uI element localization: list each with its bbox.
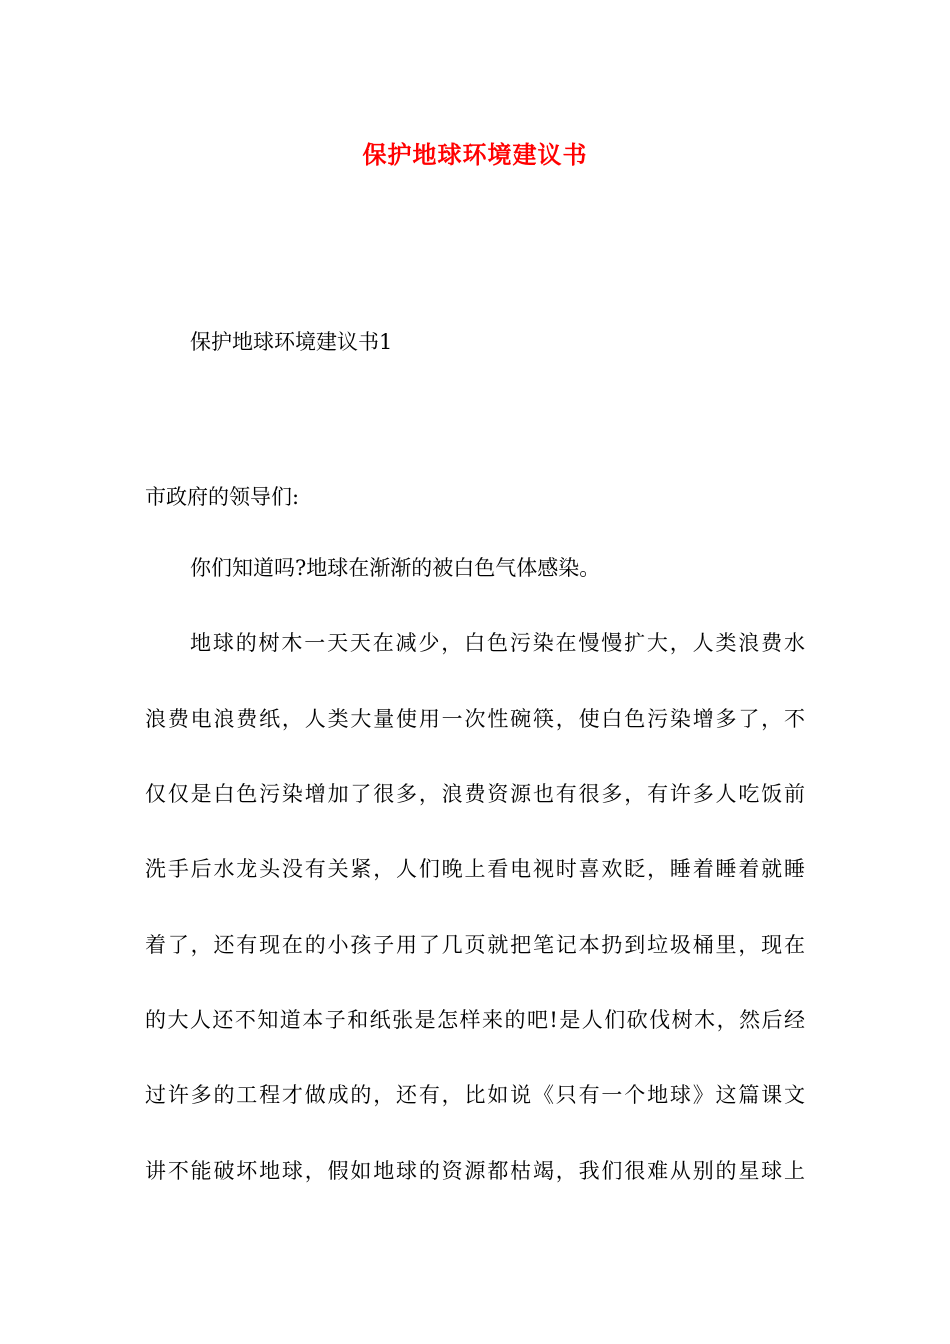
paragraph-line: 你们知道吗?地球在渐渐的被白色气体感染。	[190, 556, 601, 580]
paragraph-line: 过许多的工程才做成的，还有，比如说《只有一个地球》这篇课文	[145, 1083, 805, 1107]
paragraph-line: 地球的树木一天天在减少，白色污染在慢慢扩大，人类浪费水	[190, 631, 805, 655]
paragraph-line: 着了，还有现在的小孩子用了几页就把笔记本扔到垃圾桶里，现在	[145, 933, 805, 957]
document-title: 保护地球环境建议书	[362, 140, 588, 169]
paragraph-line: 仅仅是白色污染增加了很多，浪费资源也有很多，有许多人吃饭前	[145, 782, 805, 806]
section-heading: 保护地球环境建议书1	[190, 330, 393, 354]
paragraph-line: 的大人还不知道本子和纸张是怎样来的吧!是人们砍伐树木，然后经	[145, 1008, 805, 1032]
paragraph-line: 洗手后水龙头没有关紧，人们晚上看电视时喜欢眨，睡着睡着就睡	[145, 857, 805, 881]
salutation: 市政府的领导们:	[145, 485, 300, 509]
paragraph-line: 讲不能破坏地球，假如地球的资源都枯竭，我们很难从别的星球上	[145, 1159, 805, 1183]
paragraph-line: 浪费电浪费纸，人类大量使用一次性碗筷，使白色污染增多了，不	[145, 707, 805, 731]
